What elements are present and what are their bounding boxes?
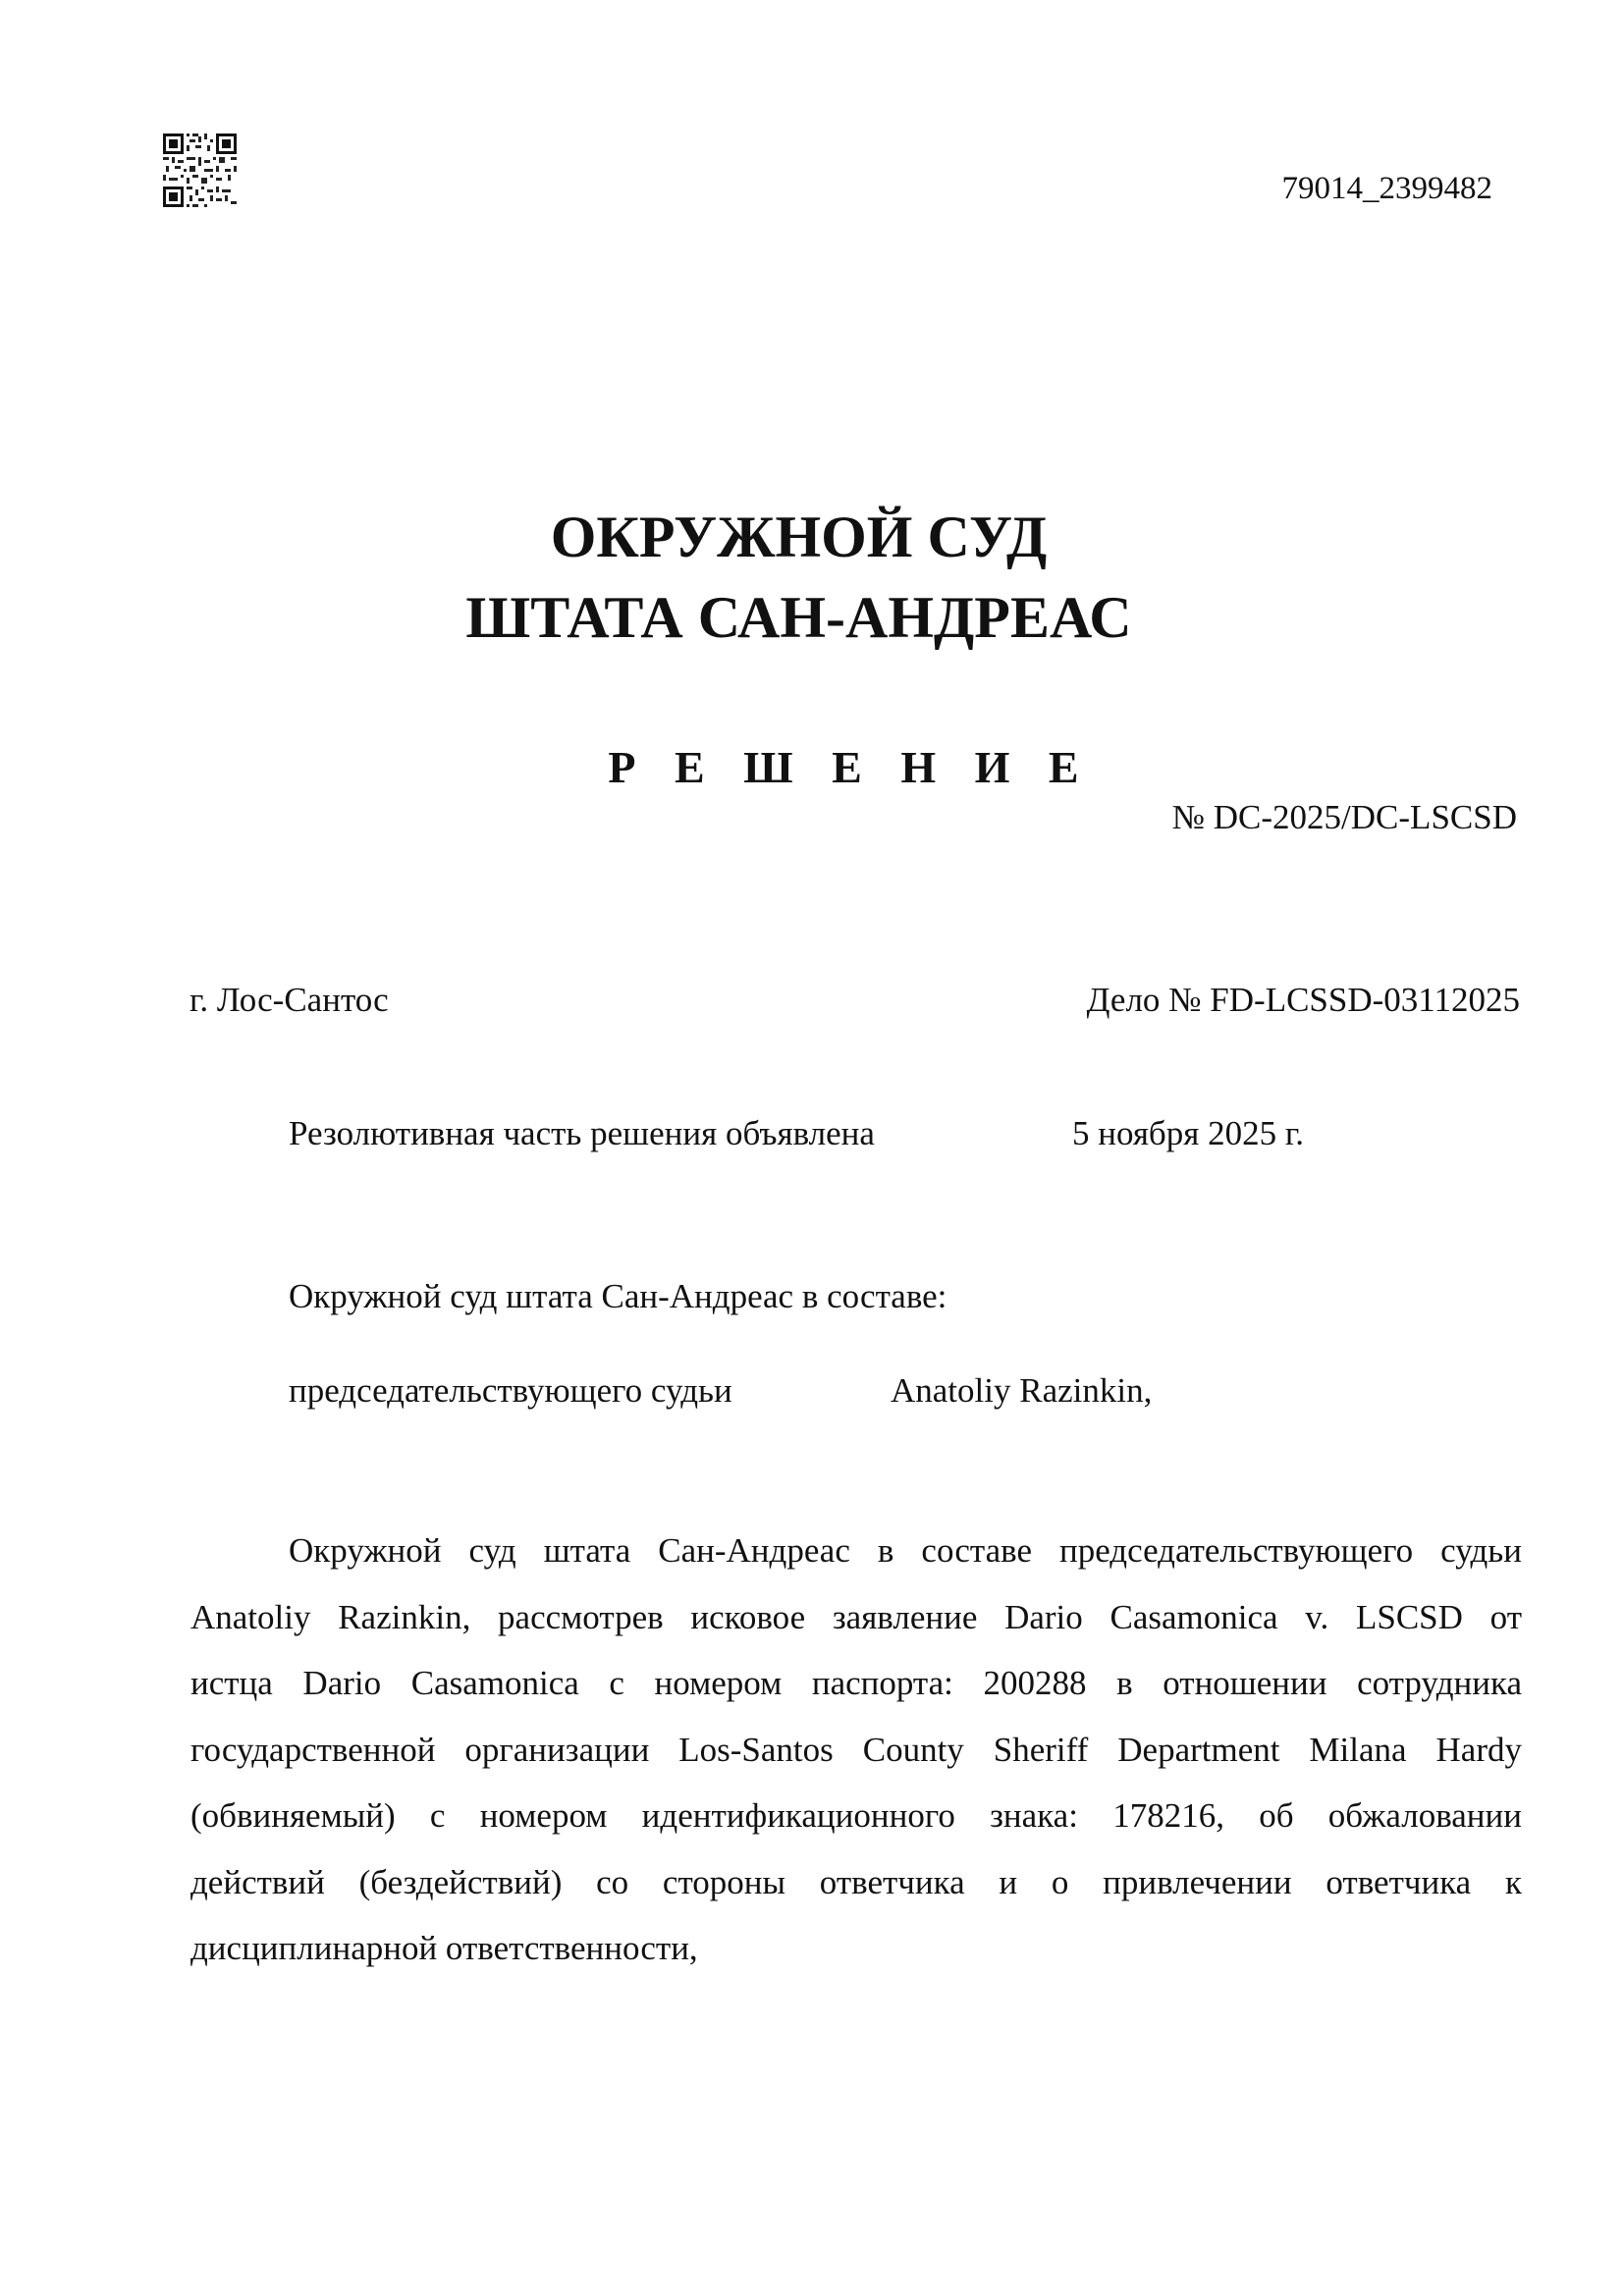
court-name-line-2: ШТАТА САН-АНДРЕАС (465, 585, 1132, 650)
body-paragraph (190, 1518, 1522, 1982)
judge-role: председательствующего судьи (289, 1371, 732, 1410)
decision-title: Р Е Ш Е Н И Е (608, 742, 1093, 792)
paragraph-line: Anatoliy Razinkin, рассмотрев исковое заявление Dario Casamonica v. LSCSD от (190, 1597, 1522, 1636)
judge-name: Anatoliy Razinkin, (891, 1371, 1153, 1410)
city: г. Лос-Сантос (189, 981, 389, 1019)
qr-code-icon (163, 133, 237, 207)
announce-date: 5 ноября 2025 г. (1072, 1114, 1304, 1152)
court-name-line-1: ОКРУЖНОЙ СУД (550, 505, 1048, 569)
paragraph-line: действий (бездействий) со стороны ответчика и о привлечении ответчика к (190, 1862, 1522, 1901)
panel-intro: Окружной суд штата Сан-Андреас в составе: (289, 1277, 947, 1315)
decision-number: № DC-2025/DC-LSCSD (1171, 798, 1517, 836)
case-number: Дело № FD-LCSSD-03112025 (1086, 981, 1520, 1019)
announce-label: Резолютивная часть решения объявлена (289, 1114, 875, 1152)
paragraph-line: (обвиняемый) с номером идентификационного знака: 178216, об обжаловании (190, 1796, 1522, 1835)
paragraph-line: государственной организации Los-Santos County Sheriff Department Milana Hardy (190, 1730, 1522, 1769)
paragraph-line: Окружной суд штата Сан-Андреас в составе председательствующего судьи (289, 1531, 1522, 1570)
paragraph-line: дисциплинарной ответственности, (190, 1929, 698, 1967)
document-id: 79014_2399482 (1281, 171, 1492, 206)
paragraph-line: истца Dario Casamonica с номером паспорта: 200288 в отношении сотрудника (190, 1664, 1522, 1702)
